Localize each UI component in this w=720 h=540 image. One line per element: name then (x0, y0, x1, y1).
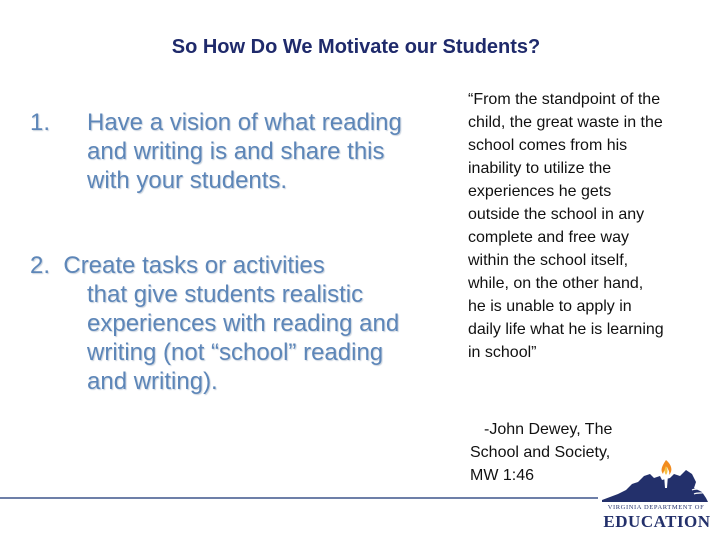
attribution-line-1: -John Dewey, The (484, 421, 613, 438)
list-text-2-first: Create tasks or activities (63, 252, 325, 279)
list-number-2: 2. (30, 252, 51, 279)
footer-divider (0, 497, 598, 499)
numbered-list (30, 108, 420, 396)
list-text-1: Have a vision of what reading and writing is and share this with your students. (87, 109, 402, 194)
attribution-line-2: School and Society, (470, 444, 611, 461)
logo-text-line-2: EDUCATION (603, 512, 711, 531)
list-number-1: 1. (30, 109, 51, 136)
list-item-2 (30, 251, 420, 396)
logo-text-line-1: VIRGINIA DEPARTMENT OF (607, 504, 705, 511)
list-item-1 (30, 108, 420, 195)
virginia-map-torch-icon (596, 456, 716, 504)
slide-title: So How Do We Motivate our Students? (171, 36, 541, 58)
dewey-quote: “From the standpoint of the child, the great waste in the school comes from his inability to utilize the experiences he gets outside the school in any complete and free way within the school itself, while, on the other hand, he is unable to apply in daily life what he is learning in school” (468, 91, 664, 361)
vdoe-logo (596, 456, 716, 532)
list-item-2-first-line (30, 251, 325, 280)
attribution-line-3: MW 1:46 (470, 467, 535, 484)
list-text-2-rest: that give students realistic experiences with reading and writing (not “school” reading and writing). (87, 281, 400, 395)
